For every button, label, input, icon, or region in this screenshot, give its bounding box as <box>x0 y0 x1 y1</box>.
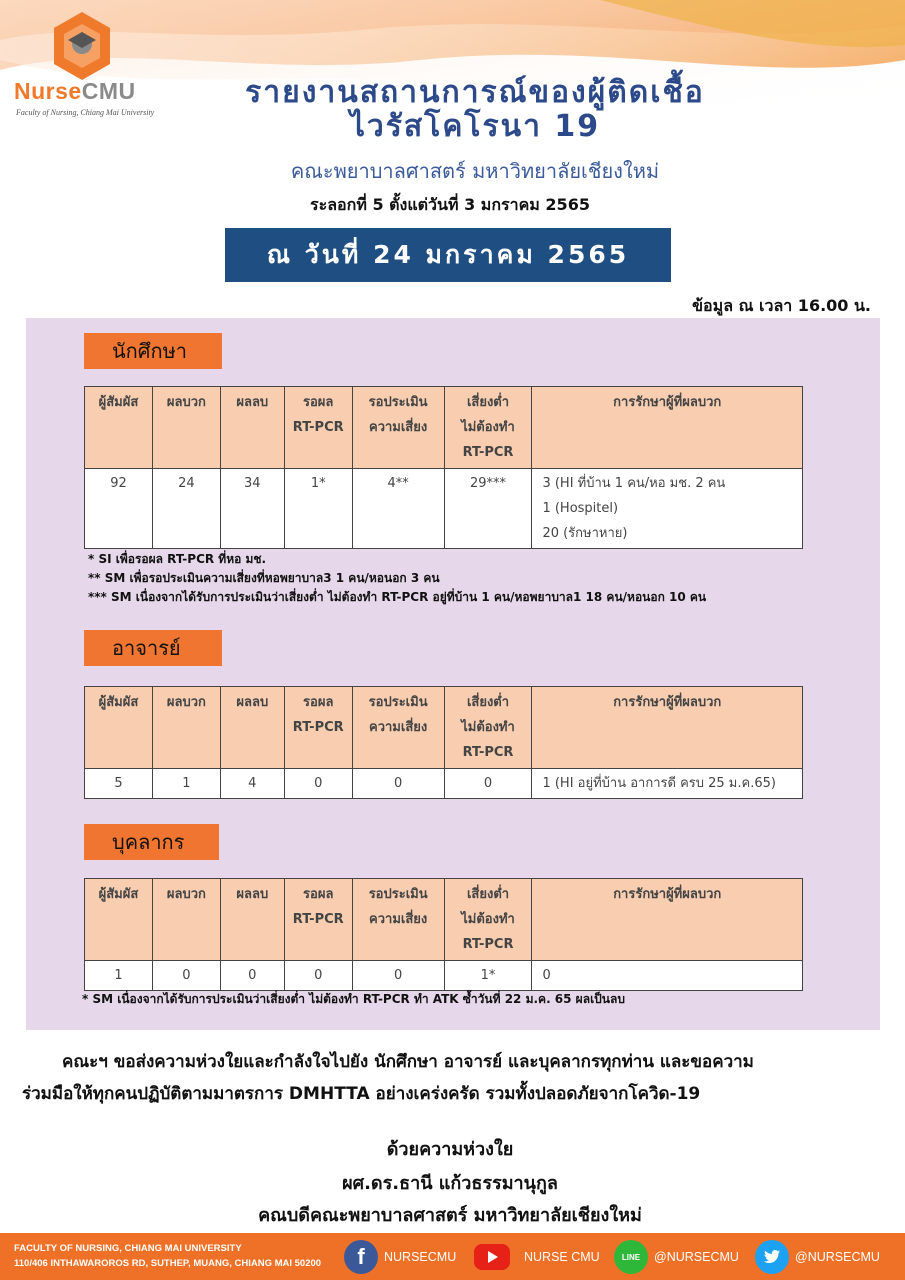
col-wait-pcr: รอผล RT-PCR <box>284 387 352 469</box>
cell-negative: 34 <box>220 469 284 549</box>
logo-subtitle: Faculty of Nursing, Chiang Mai University <box>16 108 155 117</box>
cell-low-risk: 0 <box>444 769 532 799</box>
cell-treatment: 1 (HI อยู่ที่บ้าน อาการดี ครบ 25 ม.ค.65) <box>532 769 803 799</box>
personnel-table <box>84 878 803 991</box>
col-negative: ผลลบ <box>220 687 284 769</box>
col-positive: ผลบวก <box>152 387 220 469</box>
logo-hexagon-icon <box>50 10 114 82</box>
col-contact: ผู้สัมผัส <box>85 687 153 769</box>
footer-bar <box>0 1233 905 1280</box>
cell-positive: 24 <box>152 469 220 549</box>
table-header-row <box>85 387 803 469</box>
col-low-risk: เสี่ยงต่ำ ไม่ต้องทำ RT-PCR <box>444 687 532 769</box>
report-title <box>150 76 800 144</box>
table-row <box>85 769 803 799</box>
col-treatment: การรักษาผู้ที่ผลบวก <box>532 879 803 961</box>
cell-treatment: 0 <box>532 961 803 991</box>
footer-address: FACULTY OF NURSING, CHIANG MAI UNIVERSITY 110/406 INTHAWAROROS RD, SUTHEP, MUANG, CHIANG MAI 50200 <box>14 1243 322 1269</box>
cell-wait-pcr: 0 <box>284 769 352 799</box>
col-wait-pcr: รอผล RT-PCR <box>284 879 352 961</box>
section-students-label: นักศึกษา <box>84 333 222 369</box>
table-header-row <box>85 687 803 769</box>
wave-info: ระลอกที่ 5 ตั้งแต่วันที่ 3 มกราคม 2565 <box>310 195 590 214</box>
report-date-banner: ณ วันที่ 24 มกราคม 2565 <box>225 228 671 282</box>
facebook-link[interactable]: f NURSECMU <box>344 1240 456 1274</box>
youtube-link[interactable]: NURSE CMU <box>474 1240 600 1274</box>
cell-low-risk: 1* <box>444 961 532 991</box>
col-wait-eval: รอประเมิน ความเสี่ยง <box>352 387 444 469</box>
care-message <box>22 1046 884 1110</box>
line-icon: LINE <box>614 1240 648 1274</box>
cell-contact: 92 <box>85 469 153 549</box>
signature-greeting: ด้วยความห่วงใย <box>386 1139 514 1160</box>
data-time: ข้อมูล ณ เวลา 16.00 น. <box>692 296 871 315</box>
cell-wait-eval: 4** <box>352 469 444 549</box>
cell-wait-pcr: 0 <box>284 961 352 991</box>
col-wait-pcr: รอผล RT-PCR <box>284 687 352 769</box>
col-wait-eval: รอประเมิน ความเสี่ยง <box>352 687 444 769</box>
personnel-note: * SM เนื่องจากได้รับการประเมินว่าเสี่ยงต่ำ ไม่ต้องทำ RT-PCR ทำ ATK ซ้ำวันที่ 22 ม.ค. 65 ผลเป็นลบ <box>82 992 625 1006</box>
title-line-1: รายงานสถานการณ์ของผู้ติดเชื้อ <box>245 75 705 110</box>
nursecmu-logo <box>14 10 154 120</box>
col-positive: ผลบวก <box>152 879 220 961</box>
col-treatment: การรักษาผู้ที่ผลบวก <box>532 387 803 469</box>
message-line-2: ร่วมมือให้ทุกคนปฏิบัติตามมาตรการ DMHTTA อย่างเคร่งครัด รวมทั้งปลอดภัยจากโควิด-19 <box>22 1084 701 1104</box>
cell-contact: 5 <box>85 769 153 799</box>
twitter-link[interactable]: @NURSECMU <box>755 1240 880 1274</box>
col-positive: ผลบวก <box>152 687 220 769</box>
cell-contact: 1 <box>85 961 153 991</box>
section-personnel-label: บุคลากร <box>84 824 219 860</box>
youtube-icon <box>474 1244 510 1270</box>
table-row <box>85 961 803 991</box>
students-table <box>84 386 803 549</box>
cell-negative: 4 <box>220 769 284 799</box>
cell-treatment: 3 (HI ที่บ้าน 1 คน/หอ มช. 2 คน 1 (Hospitel) 20 (รักษาหาย) <box>532 469 803 549</box>
signature-position: คณบดีคณะพยาบาลศาสตร์ มหาวิทยาลัยเชียงใหม่ <box>258 1205 642 1226</box>
cell-positive: 1 <box>152 769 220 799</box>
table-row <box>85 469 803 549</box>
col-contact: ผู้สัมผัส <box>85 879 153 961</box>
col-negative: ผลลบ <box>220 387 284 469</box>
line-link[interactable]: LINE @NURSECMU <box>614 1240 739 1274</box>
faculty-subtitle: คณะพยาบาลศาสตร์ มหาวิทยาลัยเชียงใหม่ <box>290 159 660 183</box>
facebook-icon: f <box>344 1240 378 1274</box>
section-teachers-label: อาจารย์ <box>84 630 222 666</box>
message-line-1: คณะฯ ขอส่งความห่วงใยและกำลังใจไปยัง นักศึกษา อาจารย์ และบุคลากรทุกท่าน และขอความ <box>62 1052 754 1072</box>
table-header-row <box>85 879 803 961</box>
col-contact: ผู้สัมผัส <box>85 387 153 469</box>
twitter-icon <box>755 1240 789 1274</box>
note-2: ** SM เพื่อรอประเมินความเสี่ยงที่หอพยาบาล3 1 คน/หอนอก 3 คน <box>88 571 440 585</box>
cell-low-risk: 29*** <box>444 469 532 549</box>
col-low-risk: เสี่ยงต่ำ ไม่ต้องทำ RT-PCR <box>444 879 532 961</box>
note-3: *** SM เนื่องจากได้รับการประเมินว่าเสี่ยงต่ำ ไม่ต้องทำ RT-PCR อยู่ที่บ้าน 1 คน/หอพยาบาล1 18 คน/หอนอก 10 คน <box>88 590 707 604</box>
cell-negative: 0 <box>220 961 284 991</box>
title-line-2: ไวรัสโคโรนา 19 <box>349 109 601 144</box>
cell-wait-eval: 0 <box>352 769 444 799</box>
cell-positive: 0 <box>152 961 220 991</box>
col-negative: ผลลบ <box>220 879 284 961</box>
students-notes <box>88 550 706 607</box>
note-1: * SI เพื่อรอผล RT-PCR ที่หอ มช. <box>88 552 267 566</box>
col-low-risk: เสี่ยงต่ำ ไม่ต้องทำ RT-PCR <box>444 387 532 469</box>
col-treatment: การรักษาผู้ที่ผลบวก <box>532 687 803 769</box>
teachers-table <box>84 686 803 799</box>
cell-wait-pcr: 1* <box>284 469 352 549</box>
cell-wait-eval: 0 <box>352 961 444 991</box>
col-wait-eval: รอประเมิน ความเสี่ยง <box>352 879 444 961</box>
signature-name: ผศ.ดร.ธานี แก้วธรรมานุกูล <box>342 1173 558 1194</box>
logo-wordmark: NurseCMU <box>14 78 136 104</box>
